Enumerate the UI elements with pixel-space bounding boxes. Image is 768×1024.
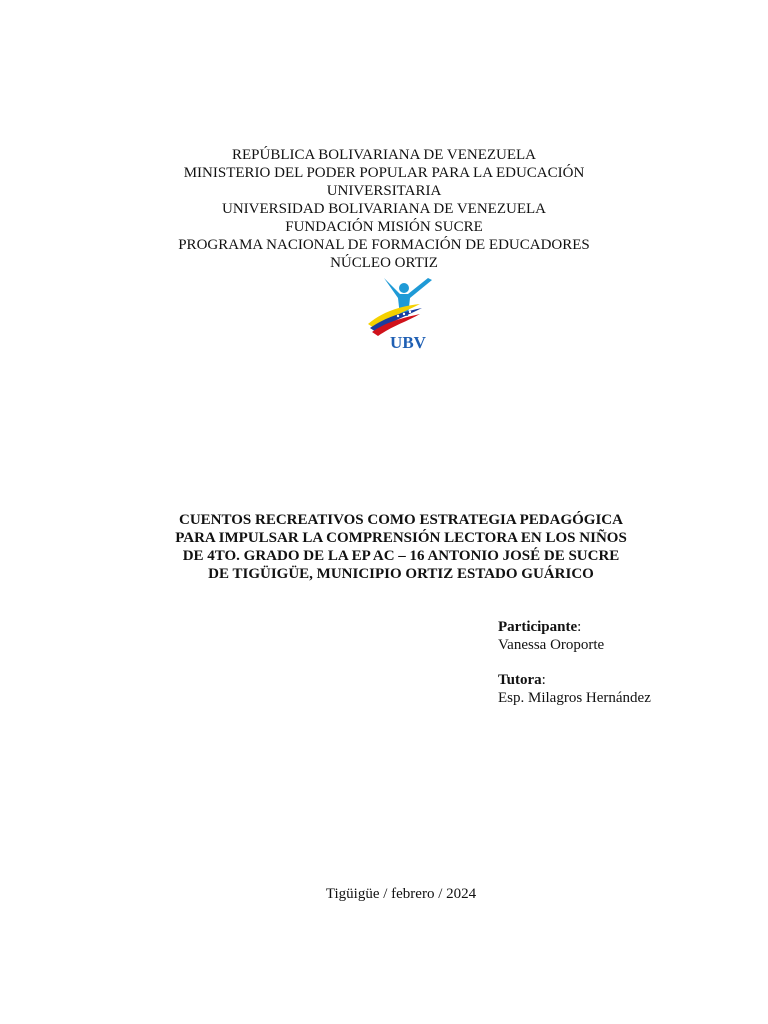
thesis-title <box>0 511 768 583</box>
title-line: CUENTOS RECREATIVOS COMO ESTRATEGIA PEDAGÓGICA <box>179 512 623 528</box>
participant-block <box>498 618 604 654</box>
header-line: REPÚBLICA BOLIVARIANA DE VENEZUELA <box>231 147 537 163</box>
title-line: DE TIGÜIGÜE, MUNICIPIO ORTIZ ESTADO GUÁRICO <box>208 566 594 582</box>
tutor-block <box>498 671 651 707</box>
participant-label: Participante <box>498 619 578 635</box>
tutor-name: Esp. Milagros Hernández <box>498 690 651 706</box>
participant-name: Vanessa Oroporte <box>498 637 605 653</box>
title-line: PARA IMPULSAR LA COMPRENSIÓN LECTORA EN LOS NIÑOS <box>175 530 627 546</box>
header-line: MINISTERIO DEL PODER POPULAR PARA LA EDUCACIÓN <box>183 165 585 181</box>
header-line: UNIVERSITARIA <box>326 183 442 199</box>
ubv-logo-icon <box>362 276 438 350</box>
header-line: PROGRAMA NACIONAL DE FORMACIÓN DE EDUCADORES <box>178 237 590 253</box>
header-line: UNIVERSIDAD BOLIVARIANA DE VENEZUELA <box>221 201 546 217</box>
label-colon: : <box>577 619 582 635</box>
place-date: Tigüigüe / febrero / 2024 <box>325 886 477 902</box>
label-colon: : <box>541 672 546 688</box>
tutor-label: Tutora <box>498 672 542 688</box>
logo-text: UBV <box>390 333 426 350</box>
institution-header <box>0 146 768 272</box>
title-line: DE 4TO. GRADO DE LA EP AC – 16 ANTONIO JOSÉ DE SUCRE <box>182 548 620 564</box>
header-line: NÚCLEO ORTIZ <box>330 255 438 271</box>
header-line: FUNDACIÓN MISIÓN SUCRE <box>285 219 483 235</box>
